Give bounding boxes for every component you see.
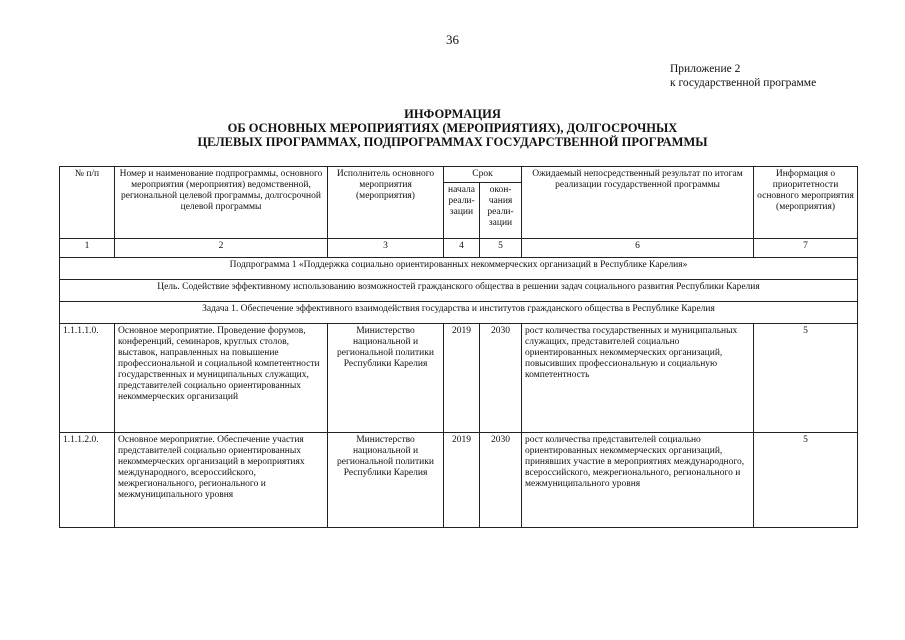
column-number: 3 bbox=[328, 239, 444, 258]
column-number: 5 bbox=[480, 239, 522, 258]
row-executor: Министерство национальной и региональной политики Республики Карелия bbox=[328, 324, 444, 433]
subprogram-row bbox=[60, 258, 858, 280]
row-start: 2019 bbox=[444, 433, 480, 528]
header-term-start: начала реали-зации bbox=[444, 183, 480, 239]
row-name: Основное мероприятие. Проведение форумов, конференций, семинаров, круглых столов, выставок, направленных на повышение профессиональной и социальной компетентности государственных и муниципальных служащих, представителей социально ориентированных некоммерческих организаций bbox=[115, 324, 328, 433]
task-text: Задача 1. Обеспечение эффективного взаимодействия государства и институтов гражданского общества в Республике Карелия bbox=[60, 302, 858, 324]
measures-table bbox=[59, 166, 858, 528]
row-name: Основное мероприятие. Обеспечение участия представителей социально ориентированных некоммерческих организаций в мероприятиях международного, всероссийского, межрегионального, регионального и межмуниципального уровня bbox=[115, 433, 328, 528]
header-executor: Исполнитель основного мероприятия (мероприятия) bbox=[328, 167, 444, 239]
title-line-1: ИНФОРМАЦИЯ bbox=[404, 107, 501, 121]
column-number-row bbox=[60, 239, 858, 258]
goal-text: Цель. Содействие эффективному использованию возможностей гражданского общества в решении задач социального развития Республики Карелия bbox=[60, 280, 858, 302]
column-number: 2 bbox=[115, 239, 328, 258]
row-end: 2030 bbox=[480, 433, 522, 528]
header-term-end: окон-чания реали-зации bbox=[480, 183, 522, 239]
header-term: Срок bbox=[444, 167, 522, 183]
row-priority: 5 bbox=[754, 324, 858, 433]
column-number: 6 bbox=[522, 239, 754, 258]
row-number: 1.1.1.1.0. bbox=[60, 324, 115, 433]
goal-row bbox=[60, 280, 858, 302]
column-number: 1 bbox=[60, 239, 115, 258]
header-result: Ожидаемый непосредственный результат по итогам реализации государственной программы bbox=[522, 167, 754, 239]
header-name: Номер и наименование подпрограммы, основного мероприятия (мероприятия) ведомственной, региональной целевой программы, долгосрочной целевой программы bbox=[115, 167, 328, 239]
row-result: рост количества представителей социально ориентированных некоммерческих организаций, принявших участие в мероприятиях международного, всероссийского, межрегионального, регионального и межмуниципального уровня bbox=[522, 433, 754, 528]
row-end: 2030 bbox=[480, 324, 522, 433]
title-line-3: ЦЕЛЕВЫХ ПРОГРАММАХ, ПОДПРОГРАММАХ ГОСУДАРСТВЕННОЙ ПРОГРАММЫ bbox=[197, 135, 708, 149]
header-no: № п/п bbox=[60, 167, 115, 239]
row-executor: Министерство национальной и региональной политики Республики Карелия bbox=[328, 433, 444, 528]
column-number: 7 bbox=[754, 239, 858, 258]
task-row bbox=[60, 302, 858, 324]
table-row bbox=[60, 433, 858, 528]
row-result: рост количества государственных и муниципальных служащих, представителей социально ориентированных некоммерческих организаций, повысивших профессиональную и социальную компетентность bbox=[522, 324, 754, 433]
table-header-row bbox=[60, 167, 858, 183]
appendix-line-1: Приложение 2 bbox=[670, 63, 741, 75]
column-number: 4 bbox=[444, 239, 480, 258]
title-line-2: ОБ ОСНОВНЫХ МЕРОПРИЯТИЯХ (МЕРОПРИЯТИЯХ), ДОЛГОСРОЧНЫХ bbox=[227, 121, 678, 135]
row-start: 2019 bbox=[444, 324, 480, 433]
appendix-note bbox=[670, 62, 816, 90]
table-row bbox=[60, 324, 858, 433]
subprogram-title: Подпрограмма 1 «Поддержка социально ориентированных некоммерческих организаций в Республике Карелия» bbox=[60, 258, 858, 280]
appendix-line-2: к государственной программе bbox=[670, 77, 817, 89]
header-priority: Информация о приоритетности основного мероприятия (мероприятия) bbox=[754, 167, 858, 239]
document-title bbox=[0, 107, 905, 149]
page-number: 36 bbox=[446, 32, 459, 47]
row-number: 1.1.1.2.0. bbox=[60, 433, 115, 528]
row-priority: 5 bbox=[754, 433, 858, 528]
